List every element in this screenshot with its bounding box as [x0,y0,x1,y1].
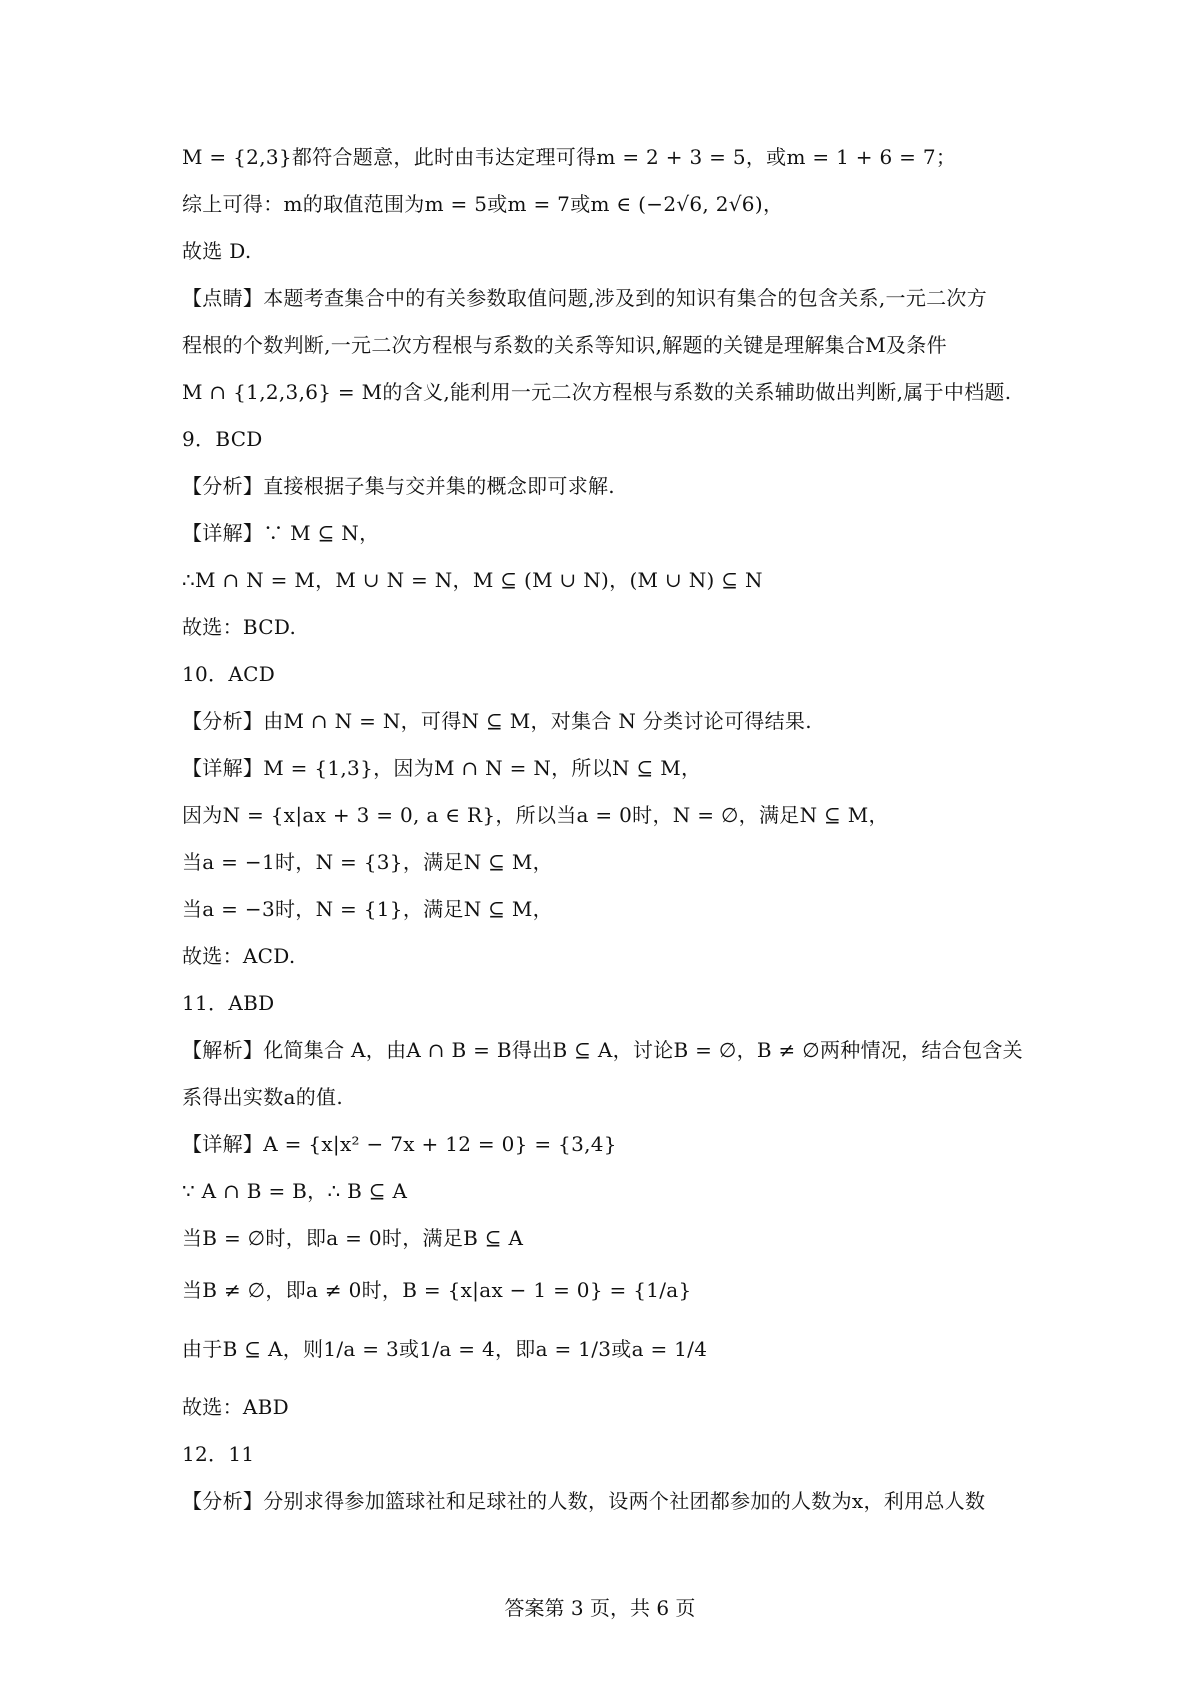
text-line: 【分析】分别求得参加篮球社和足球社的人数，设两个社团都参加的人数为x，利用总人数 [182,1489,986,1513]
text-line: 【详解】∵ M ⊆ N， [182,521,380,545]
question-number: 10．ACD [182,662,276,686]
text-line: 故选：ABD [182,1395,289,1419]
question-number: 11．ABD [182,991,275,1015]
text-line: M ∩ {1,2,3,6} = M的含义,能利用一元二次方程根与系数的关系辅助做出判断,属于中档题. [182,380,1012,404]
text-line: 当B ≠ ∅，即a ≠ 0时，B = {x|ax − 1 = 0} = {1/a} [182,1278,692,1302]
text-line: 当a = −3时，N = {1}，满足N ⊆ M， [182,897,553,921]
text-line: 【分析】直接根据子集与交并集的概念即可求解. [182,474,615,498]
text-line: 故选 D. [182,239,252,263]
text-line: 当a = −1时，N = {3}，满足N ⊆ M， [182,850,553,874]
text-line: 由于B ⊆ A，则1/a = 3或1/a = 4，即a = 1/3或a = 1/4 [182,1337,708,1361]
text-line: M = {2,3}都符合题意，此时由韦达定理可得m = 2 + 3 = 5，或m = 1 + 6 = 7； [182,145,957,169]
text-line: 故选：BCD. [182,615,297,639]
text-line: 故选：ACD. [182,944,296,968]
text-line: 因为N = {x|ax + 3 = 0, a ∈ R}，所以当a = 0时，N = ∅，满足N ⊆ M， [182,803,889,827]
page-footer: 答案第 3 页，共 6 页 [504,1596,696,1620]
text-line: 综上可得：m的取值范围为m = 5或m = 7或m ∈ (−2√6, 2√6)， [182,192,784,216]
text-line: 程根的个数判断,一元二次方程根与系数的关系等知识,解题的关键是理解集合M及条件 [182,333,947,357]
text-line: 当B = ∅时，即a = 0时，满足B ⊆ A [182,1226,524,1250]
text-line: 【分析】由M ∩ N = N，可得N ⊆ M，对集合 N 分类讨论可得结果. [182,709,812,733]
text-line: ∴M ∩ N = M，M ∪ N = N，M ⊆ (M ∪ N)，(M ∪ N) ⊆ N [182,568,763,592]
text-line: 【解析】化简集合 A，由A ∩ B = B得出B ⊆ A，讨论B = ∅，B ≠ ∅两种情况，结合包含关 [182,1038,1023,1062]
text-line: 【详解】A = {x|x² − 7x + 12 = 0} = {3,4} [182,1132,617,1156]
text-line: 【点睛】本题考查集合中的有关参数取值问题,涉及到的知识有集合的包含关系,一元二次方 [182,286,988,310]
text-line: ∵ A ∩ B = B，∴ B ⊆ A [182,1179,408,1203]
text-line: 【详解】M = {1,3}，因为M ∩ N = N，所以N ⊆ M， [182,756,702,780]
question-number: 9．BCD [182,427,263,451]
text-line: 系得出实数a的值. [182,1085,343,1109]
question-number: 12．11 [182,1442,255,1466]
